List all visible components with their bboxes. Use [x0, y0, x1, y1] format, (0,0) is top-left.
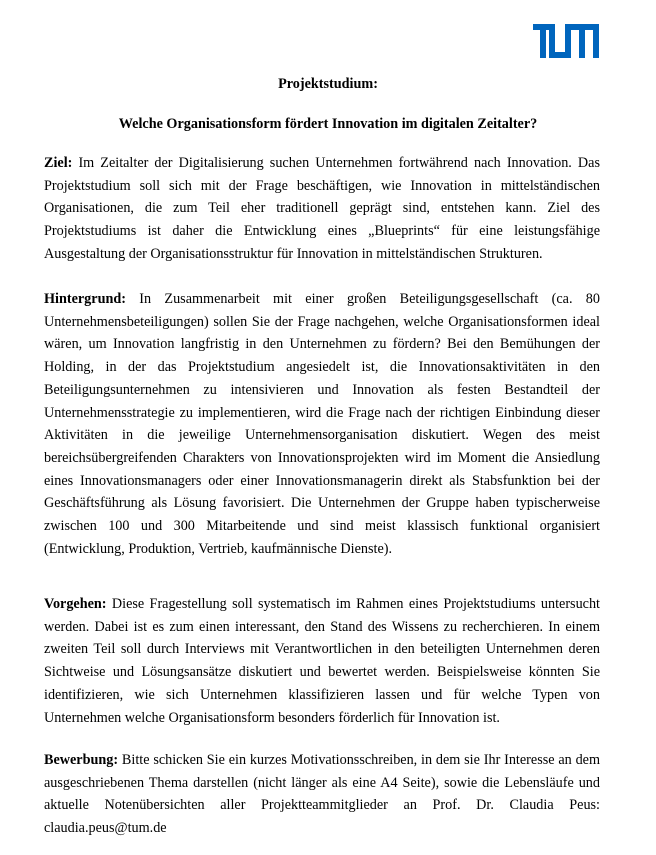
section-bewerbung-text: Bitte schicken Sie ein kurzes Motivationsschreiben, in dem sie Ihr Interesse an dem ausgeschriebenen Thema darstellen (nicht länger als eine A4 Seite), sowie die Lebensläufe und aktuelle Notenübersichten aller Projektteammitglieder an Prof. Dr. Claudia Peus: claudia.peus@tum.de: [44, 752, 600, 837]
section-vorgehen-label: Vorgehen:: [44, 596, 107, 612]
section-bewerbung-label: Bewerbung:: [44, 752, 119, 768]
section-hintergrund: [44, 288, 600, 560]
section-vorgehen-text: Diese Fragestellung soll systematisch im Rahmen eines Projektstudiums untersucht werden. Dabei ist es zum einen interessant, den Stand des Wissens zu recherchieren. In einem zweiten Teil soll durch Interviews mit Verantwortlichen in den beteiligten Unternehmen deren Sichtweise und Lösungsansätze diskutiert und bewertet werden. Beispielsweise könnten Sie identifizieren, wie sich Unternehmen klassifizieren lassen und für welche Typen von Unternehmen welche Organisationsform besonders förderlich für Innovation ist.: [44, 596, 601, 726]
section-vorgehen: [44, 593, 600, 729]
section-hintergrund-label: Hintergrund:: [44, 291, 126, 307]
tum-logo: [533, 24, 599, 58]
section-hintergrund-text: In Zusammenarbeit mit einer großen Beteiligungsgesellschaft (ca. 80 Unternehmensbeteiligungen) sollen Sie der Frage nachgehen, welche Organisationsformen ideal wären, um Innovation langfristig in den Unternehmen zu fördern? Bei den Bemühungen der Holding, in der das Projektstudium angesiedelt ist, die Innovationsaktivitäten in den Beteiligungsunternehmen zu intensivieren und Innovation als festen Bestandteil der Unternehmensstrategie zu implementieren, wird die Frage nach der richtigen Einbindung dieser Aktivitäten in die jeweilige Unternehmensorganisation diskutiert. Wegen des meist bereichsübergreifenden Charakters von Innovationsprojekten wird im Moment die Ansiedlung eines Innovationsmanagers oder einer Innovationsmanagerin direkt als Stabsfunktion bei der Geschäftsführung als Lösung favorisiert. Die Unternehmen der Gruppe haben typischerweise zwischen 100 und 300 Mitarbeitende und sind meist klassisch funktional organisiert (Entwicklung, Produktion, Vertrieb, kaufmännische Dienste).: [44, 291, 600, 557]
section-bewerbung: [44, 749, 600, 840]
document-title: Projektstudium:: [278, 76, 378, 92]
section-ziel-text: Im Zeitalter der Digitalisierung suchen Unternehmen fortwährend nach Innovation. Das Projektstudium soll sich mit der Frage beschäftigen, wie Innovation in mittelständischen Organisationen, die zum Teil eher traditionell geprägt sind, entstehen kann. Ziel des Projektstudiums ist daher die Entwicklung eines „Blueprints“ für eine leistungsfähige Ausgestaltung der Organisationsstruktur für Innovation in mittelständischen Strukturen.: [44, 155, 600, 262]
section-ziel: [44, 152, 600, 266]
document-subtitle: Welche Organisationsform fördert Innovation im digitalen Zeitalter?: [118, 116, 538, 132]
section-ziel-label: Ziel:: [44, 155, 73, 171]
